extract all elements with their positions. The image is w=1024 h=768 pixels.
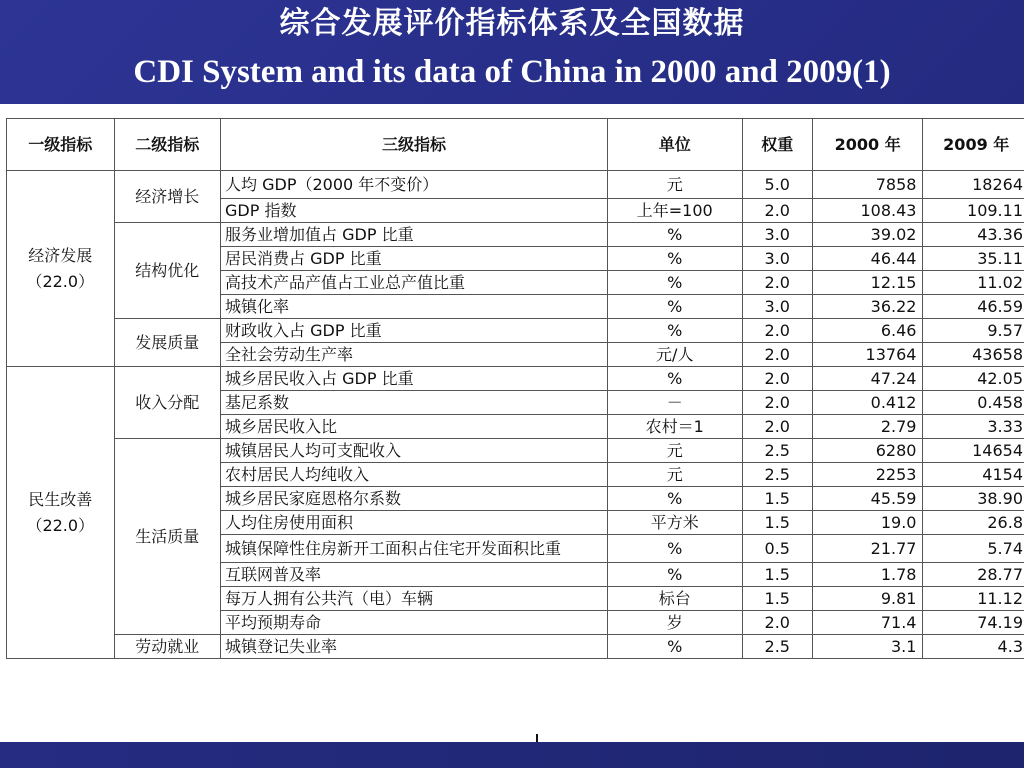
unit-cell: 元/人	[607, 343, 742, 367]
unit-cell: %	[607, 535, 742, 563]
value-2000-cell: 6280	[812, 439, 923, 463]
value-2009-cell: 5.74	[923, 535, 1024, 563]
weight-cell: 2.0	[742, 319, 812, 343]
indicator-cell: 城镇居民人均可支配收入	[221, 439, 608, 463]
weight-cell: 3.0	[742, 295, 812, 319]
value-2009-cell: 43658	[923, 343, 1024, 367]
indicator-cell: 基尼系数	[221, 391, 608, 415]
level2-cell: 结构优化	[114, 223, 221, 319]
value-2000-cell: 19.0	[812, 511, 923, 535]
level2-cell: 收入分配	[114, 367, 221, 439]
value-2009-cell: 4154	[923, 463, 1024, 487]
value-2009-cell: 42.05	[923, 367, 1024, 391]
indicator-cell: 城乡居民收入占 GDP 比重	[221, 367, 608, 391]
level1-cell: 经济发展 （22.0）	[7, 171, 115, 367]
weight-cell: 2.5	[742, 439, 812, 463]
value-2000-cell: 2253	[812, 463, 923, 487]
weight-cell: 3.0	[742, 223, 812, 247]
table-row	[7, 319, 1024, 343]
value-2009-cell: 74.19	[923, 611, 1024, 635]
slide-title	[0, 0, 1024, 104]
indicator-cell: 高技术产品产值占工业总产值比重	[221, 271, 608, 295]
indicator-cell: 城乡居民家庭恩格尔系数	[221, 487, 608, 511]
weight-cell: 1.5	[742, 587, 812, 611]
unit-cell: 元	[607, 171, 742, 199]
level2-cell: 发展质量	[114, 319, 221, 367]
value-2009-cell: 11.02	[923, 271, 1024, 295]
weight-cell: 2.0	[742, 415, 812, 439]
indicator-cell: 服务业增加值占 GDP 比重	[221, 223, 608, 247]
value-2009-cell: 38.90	[923, 487, 1024, 511]
table-body	[7, 171, 1024, 659]
value-2000-cell: 21.77	[812, 535, 923, 563]
weight-cell: 2.5	[742, 463, 812, 487]
unit-cell: %	[607, 247, 742, 271]
header-level2: 二级指标	[114, 119, 221, 171]
value-2009-cell: 46.59	[923, 295, 1024, 319]
value-2000-cell: 9.81	[812, 587, 923, 611]
value-2009-cell: 26.8	[923, 511, 1024, 535]
indicator-cell: 城镇化率	[221, 295, 608, 319]
level1-cell: 民生改善 （22.0）	[7, 367, 115, 659]
weight-cell: 2.0	[742, 271, 812, 295]
header-2009: 2009 年	[923, 119, 1024, 171]
value-2009-cell: 43.36	[923, 223, 1024, 247]
value-2000-cell: 2.79	[812, 415, 923, 439]
weight-cell: 1.5	[742, 487, 812, 511]
unit-cell: 岁	[607, 611, 742, 635]
value-2009-cell: 18264	[923, 171, 1024, 199]
indicator-cell: 平均预期寿命	[221, 611, 608, 635]
value-2009-cell: 3.33	[923, 415, 1024, 439]
title-english: CDI System and its data of China in 2000 and 2009(1)	[133, 54, 891, 90]
unit-cell: %	[607, 563, 742, 587]
value-2000-cell: 45.59	[812, 487, 923, 511]
indicator-cell: 城乡居民收入比	[221, 415, 608, 439]
header-level3: 三级指标	[221, 119, 608, 171]
table-row	[7, 171, 1024, 199]
header-2000: 2000 年	[812, 119, 923, 171]
level2-cell: 经济增长	[114, 171, 221, 223]
indicator-cell: 每万人拥有公共汽（电）车辆	[221, 587, 608, 611]
table-row	[7, 439, 1024, 463]
value-2009-cell: 4.3	[923, 635, 1024, 659]
value-2000-cell: 13764	[812, 343, 923, 367]
weight-cell: 0.5	[742, 535, 812, 563]
unit-cell: 元	[607, 463, 742, 487]
table-row	[7, 635, 1024, 659]
indicator-cell: GDP 指数	[221, 199, 608, 223]
value-2000-cell: 12.15	[812, 271, 923, 295]
unit-cell: %	[607, 295, 742, 319]
unit-cell: %	[607, 487, 742, 511]
unit-cell: 平方米	[607, 511, 742, 535]
level2-cell: 生活质量	[114, 439, 221, 635]
value-2009-cell: 9.57	[923, 319, 1024, 343]
weight-cell: 2.0	[742, 391, 812, 415]
value-2000-cell: 108.43	[812, 199, 923, 223]
value-2000-cell: 36.22	[812, 295, 923, 319]
value-2009-cell: 28.77	[923, 563, 1024, 587]
value-2009-cell: 109.11	[923, 199, 1024, 223]
unit-cell: －	[607, 391, 742, 415]
value-2000-cell: 47.24	[812, 367, 923, 391]
weight-cell: 2.0	[742, 199, 812, 223]
table-row	[7, 367, 1024, 391]
unit-cell: 元	[607, 439, 742, 463]
value-2000-cell: 71.4	[812, 611, 923, 635]
header-level1: 一级指标	[7, 119, 115, 171]
unit-cell: %	[607, 635, 742, 659]
value-2009-cell: 14654	[923, 439, 1024, 463]
indicator-cell: 农村居民人均纯收入	[221, 463, 608, 487]
weight-cell: 1.5	[742, 511, 812, 535]
value-2009-cell: 35.11	[923, 247, 1024, 271]
weight-cell: 2.0	[742, 367, 812, 391]
value-2000-cell: 1.78	[812, 563, 923, 587]
indicator-cell: 城镇登记失业率	[221, 635, 608, 659]
weight-cell: 5.0	[742, 171, 812, 199]
unit-cell: 标台	[607, 587, 742, 611]
indicator-cell: 互联网普及率	[221, 563, 608, 587]
value-2000-cell: 46.44	[812, 247, 923, 271]
slide-bottom-bar	[0, 742, 1024, 768]
indicator-cell: 人均住房使用面积	[221, 511, 608, 535]
weight-cell: 2.5	[742, 635, 812, 659]
unit-cell: %	[607, 319, 742, 343]
header-row	[7, 119, 1024, 171]
value-2000-cell: 3.1	[812, 635, 923, 659]
header-unit: 单位	[607, 119, 742, 171]
value-2009-cell: 11.12	[923, 587, 1024, 611]
table-row	[7, 223, 1024, 247]
value-2000-cell: 0.412	[812, 391, 923, 415]
indicator-table	[6, 118, 1024, 659]
indicator-cell: 城镇保障性住房新开工面积占住宅开发面积比重	[221, 535, 608, 563]
unit-cell: 农村＝1	[607, 415, 742, 439]
document-table-area	[0, 104, 1024, 742]
indicator-cell: 居民消费占 GDP 比重	[221, 247, 608, 271]
unit-cell: 上年=100	[607, 199, 742, 223]
unit-cell: %	[607, 223, 742, 247]
header-weight: 权重	[742, 119, 812, 171]
indicator-cell: 财政收入占 GDP 比重	[221, 319, 608, 343]
weight-cell: 2.0	[742, 343, 812, 367]
value-2000-cell: 6.46	[812, 319, 923, 343]
value-2009-cell: 0.458	[923, 391, 1024, 415]
weight-cell: 1.5	[742, 563, 812, 587]
value-2000-cell: 39.02	[812, 223, 923, 247]
unit-cell: %	[607, 271, 742, 295]
indicator-cell: 人均 GDP（2000 年不变价）	[221, 171, 608, 199]
weight-cell: 3.0	[742, 247, 812, 271]
unit-cell: %	[607, 367, 742, 391]
indicator-cell: 全社会劳动生产率	[221, 343, 608, 367]
value-2000-cell: 7858	[812, 171, 923, 199]
weight-cell: 2.0	[742, 611, 812, 635]
title-chinese: 综合发展评价指标体系及全国数据	[279, 6, 745, 41]
level2-cell: 劳动就业	[114, 635, 221, 659]
